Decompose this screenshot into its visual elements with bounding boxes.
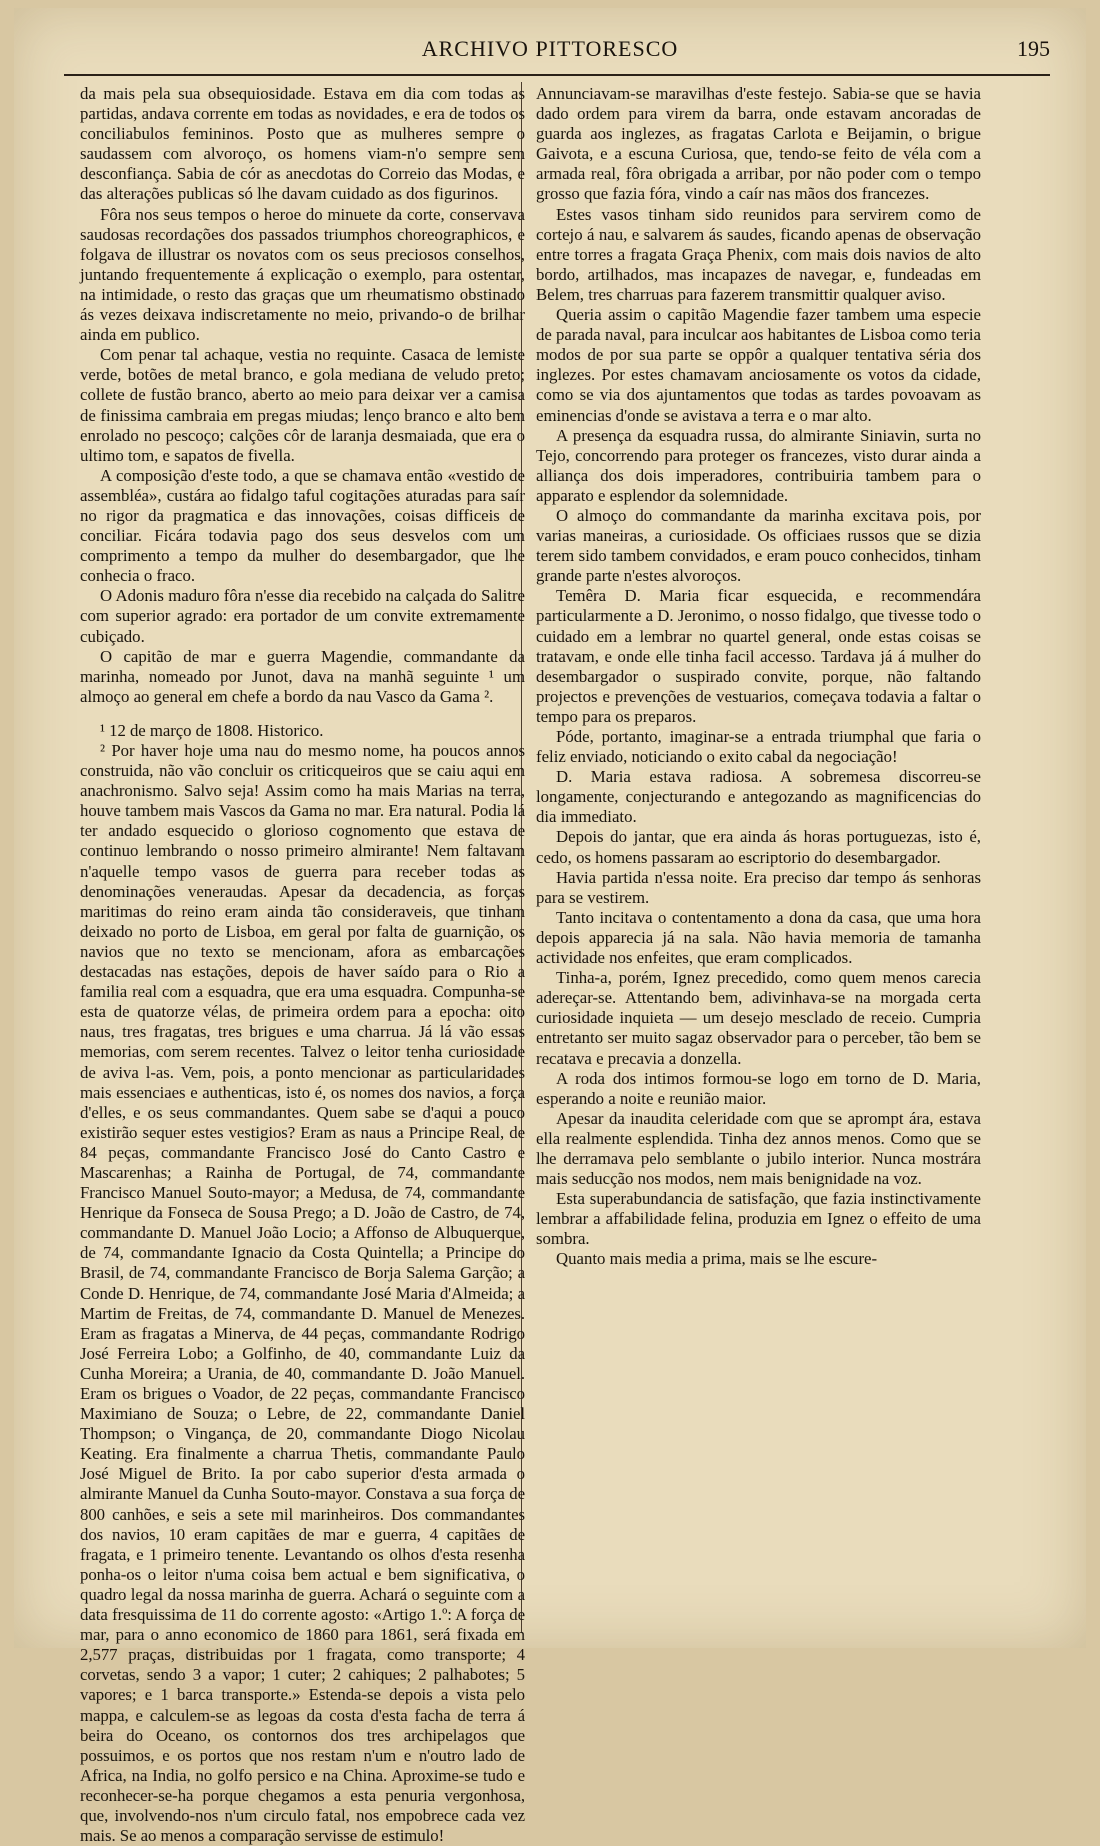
paragraph: Estes vasos tinham sido reunidos para servirem como de cortejo á nau, e salvarem ás saudes, ficando apenas de observação entre torres a fragata Graça Phenix, com mais dois navios de alto bordo, artilhados, mas incapazes de navegar, e, fundeadas em Belem, tres charruas para fazerem transmittir qualquer aviso. (536, 204, 981, 304)
paragraph: da mais pela sua obsequiosidade. Estava em dia com todas as partidas, andava corrente em todas as novidades, e era de todos os conciliabulos femininos. Posto que as mulheres sempre o saudassem com alvoroço, os homens viam-n'o sempre sem desconfiança. Sabia de cór as anecdotas do Correio das Modas, e das alterações publicas só lhe davam cuidado as dos figurinos. (80, 84, 525, 204)
left-column (80, 84, 525, 1846)
paragraph: Queria assim o capitão Magendie fazer tambem uma especie de parada naval, para inculcar aos habitantes de Lisboa como teria modos de por sua parte se oppôr a qualquer tentativa séria dos inglezes. Por estes chamavam anciosamente os votos da cidade, como se via dos ajuntamentos que todas as tardes povoavam as eminencias d'onde se avistava a terra e o mar alto. (536, 305, 981, 425)
header-rule (64, 74, 1050, 76)
page-number: 195 (1017, 36, 1050, 61)
paragraph: A roda dos intimos formou-se logo em torno de D. Maria, esperando a noite e reunião maior. (536, 1068, 981, 1108)
paragraph: Tinha-a, porém, Ignez precedido, como quem menos carecia adereçar-se. Attentando bem, adivinhava-se na morgada certa curiosidade inquieta — um desejo mesclado de receio. Cumpria entretanto ser muito sagaz observador para o perceber, tão bem se recatava e precavia a donzella. (536, 968, 981, 1068)
publication-title: ARCHIVO PITTORESCO (421, 36, 679, 61)
right-column (536, 84, 981, 1270)
footnote: ¹ 12 de março de 1808. Historico. (100, 720, 324, 740)
footnotes (80, 721, 525, 1846)
paragraph: Póde, portanto, imaginar-se a entrada triumphal que faria o feliz enviado, noticiando o exito cabal da negociação! (536, 727, 981, 767)
paragraph: A composição d'este todo, a que se chamava então «vestido de assembléa», custára ao fidalgo taful cogitações aturadas para saír no rigor da pragmatica e das innovações, coisas difficeis de conciliar. Ficára todavia pago dos seus desvelos com um comprimento a tempo da mulher do desembargador, que lhe conhecia o fraco. (80, 465, 525, 586)
paragraph: Depois do jantar, que era ainda ás horas portuguezas, isto é, cedo, os homens passaram ao escriptorio do desembargador. (536, 827, 981, 867)
paragraph: Havia partida n'essa noite. Era preciso dar tempo ás senhoras para se vestirem. (536, 867, 981, 907)
newspaper-page (14, 8, 1086, 1846)
paragraph: A presença da esquadra russa, do almirante Siniavin, surta no Tejo, concorrendo para proteger os francezes, visto durar ainda a alliança dos dois imperadores, contribuiria tambem para o apparato e esplendor da solemnidade. (536, 425, 981, 505)
paragraph: Fôra nos seus tempos o heroe do minuete da corte, conservava saudosas recordações dos passados triumphos choreographicos, e folgava de illustrar os novatos com os seus preciosos conselhos, juntando frequentemente á explicação o exemplo, para ostentar, na intimidade, o resto das graças que um rheumatismo obstinado ás vezes deixava indiscretamente no meio, privando-o de brilhar ainda em publico. (80, 204, 525, 345)
paragraph: O Adonis maduro fôra n'esse dia recebido na calçada do Salitre com superior agrado: era portador de um convite extremamente cubiçado. (80, 586, 525, 646)
paragraph: O almoço do commandante da marinha excitava pois, por varias maneiras, a curiosidade. Os officiaes russos que se dizia terem sido tambem convidados, e eram pouco conhecidos, tinham grande parte n'estes alvoroços. (536, 505, 981, 586)
paragraph: Temêra D. Maria ficar esquecida, e recommendára particularmente a D. Jeronimo, o nosso fidalgo, que tivesse todo o cuidado em a lembrar no quartel general, onde estas coisas se tratavam, e onde elle tinha facil accesso. Tardava já á mulher do desembargador o suspirado convite, porque, não faltando projectos e prevenções de vestuarios, começava todavia a faltar o tempo para os preparos. (536, 586, 981, 726)
paragraph: Tanto incitava o contentamento a dona da casa, que uma hora depois apparecia já na sala. Não havia memoria de tamanha actividade nos enfeites, que eram complicados. (536, 907, 981, 968)
paragraph: O capitão de mar e guerra Magendie, commandante da marinha, nomeado por Junot, dava na manhã seguinte ¹ um almoço ao general em chefe a bordo da nau Vasco da Gama ². (80, 646, 525, 706)
paragraph: Quanto mais media a prima, mais se lhe escure- (556, 1249, 878, 1269)
paragraph: Esta superabundancia de satisfação, que fazia instinctivamente lembrar a affabilidade felina, produzia em Ignez o effeito de uma sombra. (536, 1189, 981, 1249)
paragraph: Com penar tal achaque, vestia no requinte. Casaca de lemiste verde, botões de metal branco, e gola mediana de veludo preto; collete de fustão branco, aberto ao meio para deixar ver a camisa de finissima cambraia em pregas miudas; lenço branco e alto bem enrolado no pescoço; calções côr de laranja desmaiada, que era o ultimo tom, e sapatos de fivella. (80, 345, 525, 465)
paragraph: D. Maria estava radiosa. A sobremesa discorreu-se longamente, conjecturando e antegozando as magnificencias do dia immediato. (536, 767, 981, 827)
page-header (14, 30, 1086, 70)
footnote: ² Por haver hoje uma nau do mesmo nome, ha poucos annos construida, não vão concluir os criticqueiros que se caiu aqui em anachronismo. Salvo seja! Assim como ha mais Marias na terra, houve tambem mais Vascos da Gama no mar. Era natural. Podia lá ter andado esquecido o glorioso cognomento que estava de continuo lembrando o nosso primeiro almirante! Nem faltavam n'aquelle tempo vasos de guerra para receber todas as denominações veneraudas. Apesar da decadencia, as forças maritimas do reino eram ainda tão consideraveis, que tinham deixado no porto de Lisboa, em geral por falta de guarnição, os navios que no texto se mencionam, afora as embarcações destacadas nas estações, depois de haver saído para o Rio a familia real com a esquadra, que era uma esquadra. Compunha-se esta de quatorze vélas, de primeira ordem para a epocha: oito naus, tres fragatas, tres brigues e uma charrua. Já lá vão essas memorias, com serem recentes. Talvez o leitor tenha curiosidade de aviva l-as. Vem, pois, a ponto mencionar as particularidades mais essenciaes e authenticas, isto é, os nomes dos navios, a força d'elles, e os seus commandantes. Quem sabe se d'aqui a pouco existirão sequer estes vestigios? Eram as naus a Principe Real, de 84 peças, commandante Francisco José do Canto Castro e Mascarenhas; a Rainha de Portugal, de 74, commandante Francisco Manuel Souto-mayor; a Medusa, de 74, commandante Henrique da Fonseca de Sousa Prego; a D. João de Castro, de 74, commandante D. Manuel João Locio; a Affonso de Albuquerque, de 74, commandante Ignacio da Costa Quintella; a Principe do Brasil, de 74, commandante Francisco de Borja Salema Garção; a Conde D. Henrique, de 74, commandante José Maria d'Almeida; a Martim de Freitas, de 74, commandante D. Manuel de Menezes. Eram as fragatas a Minerva, de 44 peças, commandante Rodrigo José Ferreira Lobo; a Golfinho, de 40, commandante Luiz da Cunha Moreira; a Urania, de 40, commandante D. João Manuel. Eram os brigues o Voador, de 22 peças, commandante Francisco Maximiano de Souza; o Lebre, de 22, commandante Daniel Thompson; o Vingança, de 20, commandante Diogo Nicolau Keating. Era finalmente a charrua Thetis, commandante Paulo José Miguel de Brito. Ia por cabo superior d'esta armada o almirante Manuel da Cunha Souto-mayor. Constava a sua força de 800 canhões, e seis a sete mil marinheiros. Dos commandantes dos navios, 10 eram capitães de mar e guerra, 4 capitães de fragata, e 1 primeiro tenente. Levantando os olhos d'esta resenha ponha-os o leitor n'uma coisa bem actual e bem significativa, o quadro legal da nossa marinha de guerra. Achará o seguinte com a data fresquissima de 11 do corrente agosto: «Artigo 1.º: A força de mar, para o anno economico de 1860 para 1861, será fixada em 2,577 praças, distribuidas por 1 fragata, como transporte; 4 corvetas, sendo 3 a vapor; 1 cuter; 2 cahiques; 2 palhabotes; 5 vapores; e 1 barca transporte.» Estenda-se depois a vista pelo mappa, e calculem-se as legoas da costa d'esta facha de terra á beira do Oceano, os contornos dos tres archipelagos que possuimos, e os portos que nos restam n'um e n'outro lado de Africa, na India, no golfo persico e na China. Aproxime-se tudo e reconhecer-se-ha porque chegamos a esta penuria vergonhosa, que, involvendo-nos n'um circulo fatal, nos empobrece cada vez mais. Se ao menos a comparação servisse de estimulo! (80, 741, 525, 1846)
paragraph: Annunciavam-se maravilhas d'este festejo. Sabia-se que se havia dado ordem para virem da barra, onde estavam ancoradas de guarda aos inglezes, as fragatas Carlota e Beijamin, o brigue Gaivota, e a escuna Curiosa, que, tendo-se feito de véla com a armada real, fôra obrigada a arribar, por não poder com o tempo grosso que fazia fóra, vindo a caír nas mãos dos francezes. (536, 84, 981, 204)
paragraph: Apesar da inaudita celeridade com que se aprompt ára, estava ella realmente esplendida. Tinha dez annos menos. Como que se lhe derramava pelo semblante o jubilo interior. Nunca mostrára mais seducção nos modos, nem mais benignidade na voz. (536, 1108, 981, 1189)
